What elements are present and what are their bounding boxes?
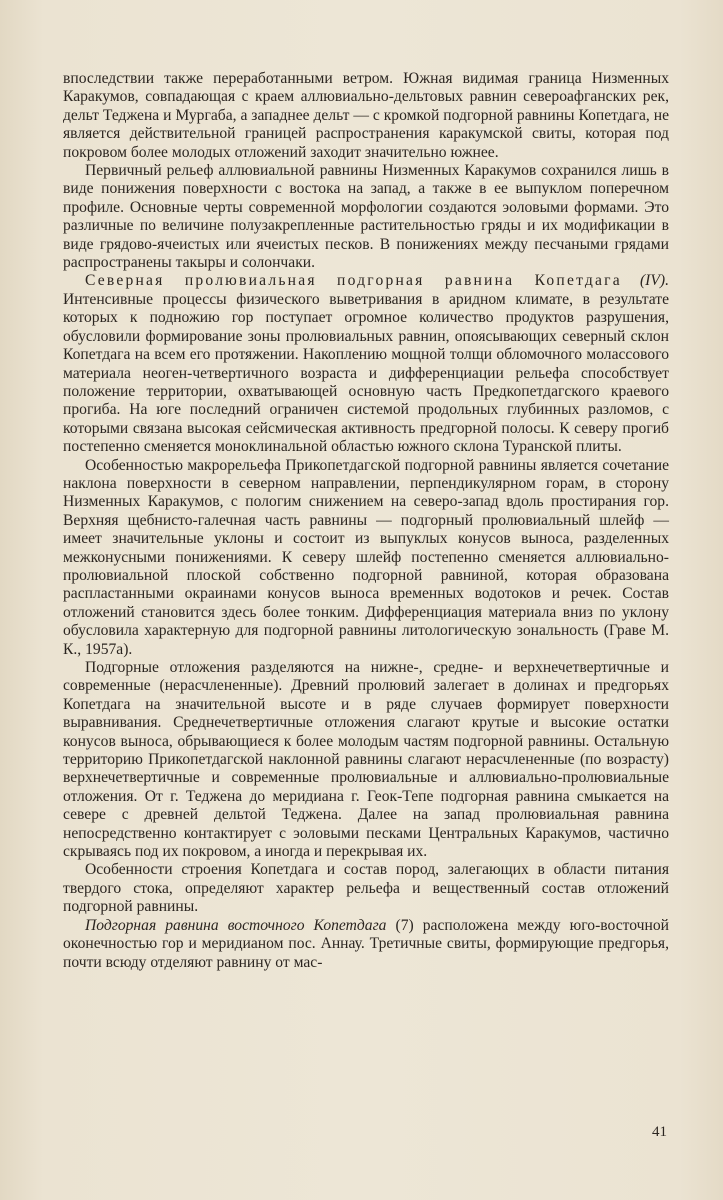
paragraph-3 (63, 272, 669, 456)
paragraph-1: впоследствии также переработанными ветром. Южная видимая граница Низменных Каракумов, совпадающая с краем аллювиально-дельтовых равнин североафганских рек, дельт Теджена и Мургаба, а западнее дельт — с кромкой подгорной равнины Копетдага, не является действительной границей распространения каракумской свиты, которая под покровом более молодых отложений заходит значительно южнее. (63, 70, 669, 161)
subsection-heading-eastern-kopetdag: Подгорная равнина восточного Копетдага (85, 916, 387, 934)
section-heading-northern-plain: Северная пролювиальная подгорная равнина Копетдага (85, 272, 622, 290)
subsection-body: (7) расположена между юго-восточной оконечностью гор и меридианом пос. Аннау. Третичные свиты, формирующие предгорья, почти всюду отделяют равнину от мас- (63, 916, 669, 971)
page-number: 41 (652, 1124, 667, 1140)
paragraph-6: Особенности строения Копетдага и состав пород, залегающих в области питания твердого стока, определяют характер рельефа и вещественный состав отложений подгорной равнины. (63, 861, 669, 916)
paragraph-7 (63, 917, 669, 972)
paragraph-4: Особенностью макрорельефа Прикопетдагской подгорной равнины является сочетание наклона поверхности в северном направлении, перпендикулярном горам, в сторону Низменных Каракумов, с пологим снижением на северо-запад вдоль простирания гор. Верхняя щебнисто-галечная часть равнины — подгорный пролювиальный шлейф — имеет значительные уклоны и состоит из выпуклых конусов выноса, разделенных межконусными понижениями. К северу шлейф постепенно сменяется аллювиально-пролювиальной плоской собственно подгорной равниной, которая образована распластанными окраинами конусов выноса временных водотоков и речек. Состав отложений становится здесь более тонким. Дифференциация материала вниз по уклону обусловила характерную для подгорной равнины литологическую зональность (Граве М. К., 1957а). (63, 456, 669, 658)
paragraph-2: Первичный рельеф аллювиальной равнины Низменных Каракумов сохранился лишь в виде понижения поверхности с востока на запад, а также в ее выпуклом поперечном профиле. Основные черты современной морфологии создаются эоловыми формами. Это различные по величине полузакрепленные растительностью гряды и их модификации в виде грядово-ячеистых или ячеистых песков. В понижениях между песчаными грядами распространены такыры и солончаки. (63, 162, 669, 272)
body-text (63, 70, 669, 972)
section-body: Интенсивные процессы физического выветривания в аридном климате, в результате которых к подножию гор поступает огромное количество продуктов разрушения, обусловили формирование зоны пролювиальных равнин, опоясывающих северный склон Копетдага на всем его протяжении. Накоплению мощной толщи обломочного молассового материала неоген-четвертичного возраста и дифференциации рельефа способствует положение территории, охватывающей основную часть Предкопетдагского краевого прогиба. На юге последний ограничен системой продольных глубинных разломов, с которыми связана высокая сейсмическая активность предгорной полосы. К северу прогиб постепенно сменяется моноклинальной областью южного склона Туранской плиты. (63, 290, 669, 456)
paragraph-5: Подгорные отложения разделяются на нижне-, средне- и верхнечетвертичные и современные (нерасчлененные). Древний пролювий залегает в долинах и предгорьях Копетдага на значительной высоте и в ряде случаев формирует поверхности выравнивания. Среднечетвертичные отложения слагают крутые и высокие остатки конусов выноса, обрывающиеся к более молодым частям подгорной равнины. Остальную территорию Прикопетдагской наклонной равнины слагают нерасчлененные (по возрасту) верхнечетвертичные и современные пролювиальные и аллювиально-пролювиальные отложения. От г. Теджена до меридиана г. Геок-Тепе подгорная равнина смыкается на севере с древней дельтой Теджена. Далее на запад пролювиальная равнина непосредственно контактирует с эоловыми песками Центральных Каракумов, частично скрываясь под их покровом, а иногда и перекрывая их. (63, 659, 669, 861)
section-number: (IV). (639, 272, 669, 290)
